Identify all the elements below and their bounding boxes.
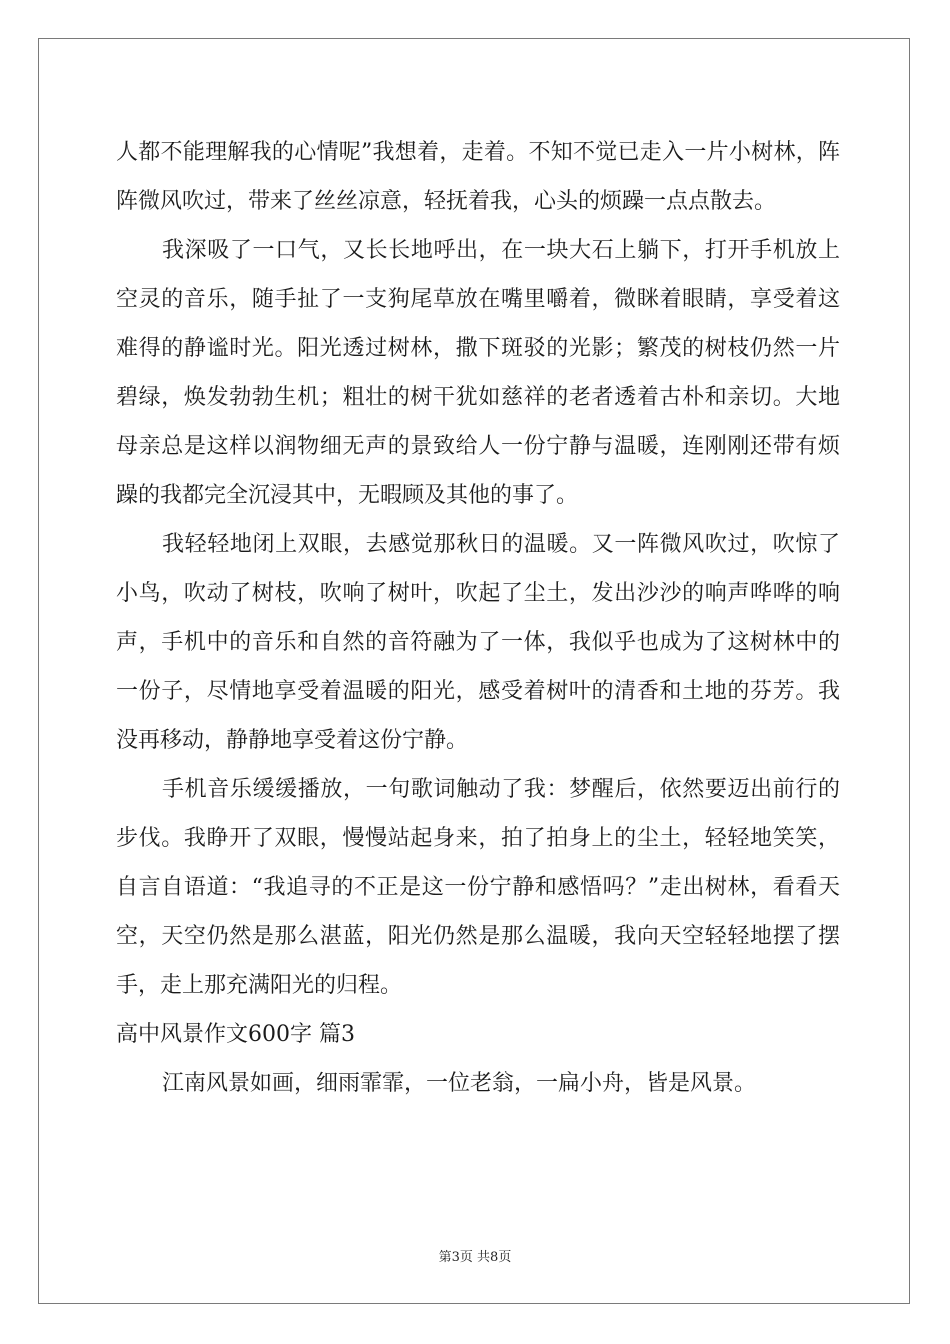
- paragraph-3: 我轻轻地闭上双眼，去感觉那秋日的温暖。又一阵微风吹过，吹惊了小鸟，吹动了树枝，吹响了树叶，吹起了尘土，发出沙沙的响声哗哗的响声，手机中的音乐和自然的音符融为了一体，我似乎也成为了这树林中的一份子，尽情地享受着温暖的阳光，感受着树叶的清香和土地的芬芳。我没再移动，静静地享受着这份宁静。: [116, 532, 840, 753]
- document-body: [116, 128, 840, 1108]
- paragraph-2: 我深吸了一口气，又长长地呼出，在一块大石上躺下，打开手机放上空灵的音乐，随手扯了一支狗尾草放在嘴里嚼着，微眯着眼睛，享受着这难得的静谧时光。阳光透过树林，撒下斑驳的光影；繁茂的树枝仍然一片碧绿，焕发勃勃生机；粗壮的树干犹如慈祥的老者透着古朴和亲切。大地母亲总是这样以润物细无声的景致给人一份宁静与温暖，连刚刚还带有烦躁的我都完全沉浸其中，无暇顾及其他的事了。: [116, 238, 840, 508]
- section-heading: 高中风景作文600字 篇3: [116, 1022, 355, 1047]
- page-number-footer: 第3页 共8页: [438, 1250, 512, 1265]
- paragraph-5: 江南风景如画，细雨霏霏，一位老翁，一扁小舟，皆是风景。: [162, 1071, 757, 1096]
- paragraph-4: 手机音乐缓缓播放，一句歌词触动了我：梦醒后，依然要迈出前行的步伐。我睁开了双眼，慢慢站起身来，拍了拍身上的尘土，轻轻地笑笑，自言自语道：“我追寻的不正是这一份宁静和感悟吗？”走出树林，看看天空，天空仍然是那么湛蓝，阳光仍然是那么温暖，我向天空轻轻地摆了摆手，走上那充满阳光的归程。: [116, 777, 840, 998]
- paragraph-1: 人都不能理解我的心情呢”我想着，走着。不知不觉已走入一片小树林，阵阵微风吹过，带来了丝丝凉意，轻抚着我，心头的烦躁一点点散去。: [116, 140, 840, 214]
